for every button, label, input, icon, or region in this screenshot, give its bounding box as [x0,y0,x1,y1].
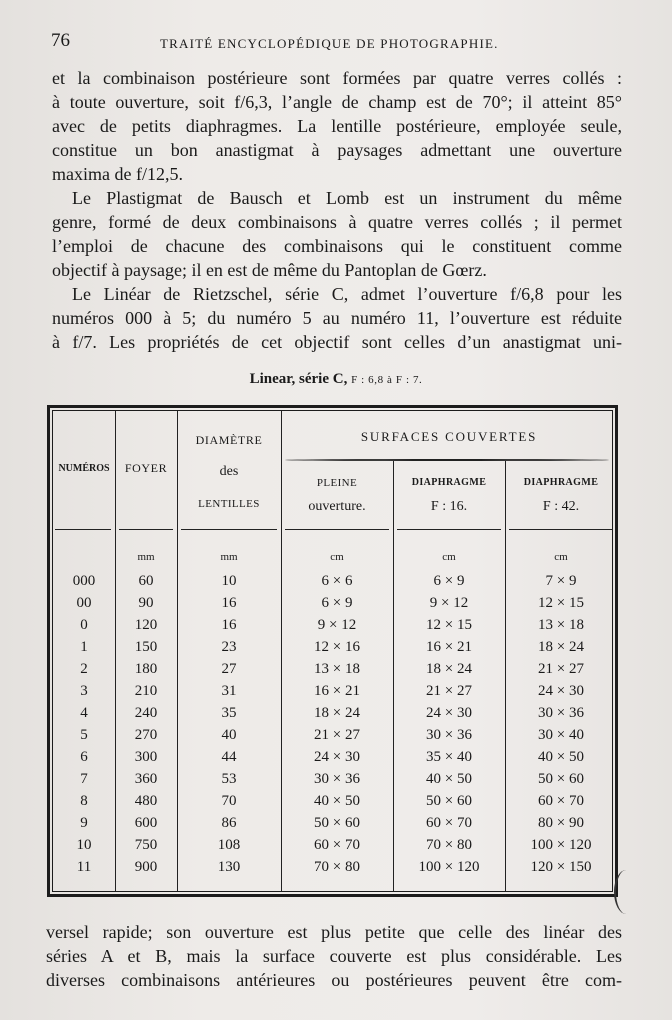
cell-diametre: 70 [221,793,237,809]
cell-f16: 50 × 60 [426,793,472,809]
table-row [53,727,612,749]
cell-f16: 70 × 80 [426,837,472,853]
header-diametre: DIAMÈTRE [195,433,263,447]
header-surfaces: SURFACES COUVERTES [360,429,538,444]
header-foyer: FOYER [124,461,168,475]
cell-pleine: 40 × 50 [314,793,360,809]
cell-diametre: 31 [221,683,237,699]
cell-foyer: 360 [134,771,158,787]
table-caption-title: Linear, série C, [249,371,348,387]
cell-diametre: 108 [217,837,241,853]
cell-pleine: 30 × 36 [314,771,360,787]
cell-numero: 0 [80,617,88,633]
cell-pleine: 13 × 18 [314,661,360,677]
cell-foyer: 750 [134,837,158,853]
header-diametre-des: des [219,464,239,479]
cell-f16: 16 × 21 [426,639,472,655]
cell-numero: 10 [76,837,92,853]
header-aperture-42: F : 42. [542,499,580,514]
header-diaphragme-16: DIAPHRAGME [411,477,487,488]
cell-f16: 9 × 12 [429,595,469,611]
cell-numero: 9 [80,815,88,831]
cell-pleine: 70 × 80 [314,859,360,875]
cell-diametre: 10 [221,573,237,589]
paragraph-2 [52,186,622,282]
table-row [53,859,612,881]
cell-f16: 18 × 24 [426,661,472,677]
unit-diametre: mm [220,551,238,563]
table-row [53,815,612,837]
cell-f42: 80 × 90 [538,815,584,831]
cell-diametre: 16 [221,617,237,633]
paragraph-line: séries A et B, mais la surface couverte est plus considérable. Les [46,946,622,966]
cell-f16: 24 × 30 [426,705,472,721]
paragraph-line: à toute ouverture, soit f/6,3, l’angle de champ est de 70°; il atteint 85° [52,92,622,112]
cell-diametre: 23 [221,639,237,655]
paragraph-line: numéros 000 à 5; du numéro 5 au numéro 11, l’ouverture est réduite [52,308,622,328]
cell-f42: 18 × 24 [538,639,584,655]
cell-diametre: 130 [217,859,241,875]
header-diametre-lentilles: LENTILLES [198,498,260,510]
cell-diametre: 16 [221,595,237,611]
cell-f42: 13 × 18 [538,617,584,633]
cell-diametre: 53 [221,771,237,787]
cell-f16: 21 × 27 [426,683,472,699]
cell-f42: 60 × 70 [538,793,584,809]
cell-numero: 1 [80,639,88,655]
cell-foyer: 150 [134,639,158,655]
cell-foyer: 480 [134,793,158,809]
header-rule [285,529,389,530]
lens-table [47,405,618,897]
header-rule [181,529,277,530]
cell-f42: 30 × 40 [538,727,584,743]
cell-pleine: 50 × 60 [314,815,360,831]
unit-diaph16: cm [442,551,456,563]
cell-f42: 12 × 15 [538,595,584,611]
table-row [53,639,612,661]
paragraph-line: l’emploi de chacune des combinaisons qui le constituent comme [52,236,622,256]
cell-pleine: 18 × 24 [314,705,360,721]
cell-pleine: 24 × 30 [314,749,360,765]
paragraph-line: à f/7. Les propriétés de cet objectif sont celles d’un anastigmat uni- [52,332,622,352]
paragraph-4 [46,920,622,992]
cell-pleine: 9 × 12 [317,617,357,633]
header-numeros: NUMÉROS [58,463,110,474]
cell-foyer: 270 [134,727,158,743]
cell-pleine: 12 × 16 [314,639,360,655]
table-row [53,771,612,793]
table-row [53,573,612,595]
cell-foyer: 600 [134,815,158,831]
paragraph-line: objectif à paysage; il en est de même du Pantoplan de Gœrz. [52,260,487,280]
header-rule [509,529,613,530]
cell-foyer: 900 [134,859,158,875]
cell-numero: 11 [76,859,92,875]
unit-diaph42: cm [554,551,568,563]
page-edge-curl [614,870,638,914]
cell-numero: 00 [76,595,92,611]
cell-diametre: 27 [221,661,237,677]
paragraph-line: avec de petits diaphragmes. La lentille postérieure, employée seule, [52,116,622,136]
paragraph-line: maxima de f/12,5. [52,164,183,184]
cell-f16: 12 × 15 [426,617,472,633]
cell-f16: 60 × 70 [426,815,472,831]
cell-f16: 100 × 120 [418,859,480,875]
paragraph-line: diverses combinaisons antérieures ou postérieures peuvent être com- [46,970,622,990]
header-pleine-ouverture: ouverture. [308,499,366,514]
cell-f16: 6 × 9 [433,573,465,589]
table-row [53,837,612,859]
table-row [53,793,612,815]
page-number: 76 [51,30,70,51]
header-rule [55,529,111,530]
running-head [48,30,623,54]
table-row [53,683,612,705]
cell-foyer: 180 [134,661,158,677]
running-title: TRAITÉ ENCYCLOPÉDIQUE DE PHOTOGRAPHIE. [160,36,499,51]
cell-pleine: 6 × 6 [321,573,353,589]
header-rule [119,529,173,530]
paragraph-3 [52,282,622,354]
cell-f42: 7 × 9 [545,573,577,589]
cell-f16: 35 × 40 [426,749,472,765]
cell-foyer: 210 [134,683,158,699]
table-row [53,749,612,771]
cell-pleine: 16 × 21 [314,683,360,699]
cell-f16: 40 × 50 [426,771,472,787]
header-aperture-16: F : 16. [430,499,468,514]
table-row [53,617,612,639]
cell-numero: 6 [80,749,88,765]
cell-numero: 2 [80,661,88,677]
paragraph-line: Le Plastigmat de Bausch et Lomb est un instrument du même [72,188,622,208]
cell-foyer: 60 [138,573,154,589]
cell-pleine: 21 × 27 [314,727,360,743]
header-diaphragme-42: DIAPHRAGME [523,477,599,488]
cell-numero: 8 [80,793,88,809]
table-row [53,595,612,617]
cell-foyer: 240 [134,705,158,721]
header-rule [397,529,501,530]
cell-f16: 30 × 36 [426,727,472,743]
paragraph-1 [52,66,622,186]
cell-f42: 30 × 36 [538,705,584,721]
cell-numero: 7 [80,771,88,787]
cell-f42: 24 × 30 [538,683,584,699]
cell-f42: 120 × 150 [530,859,592,875]
cell-foyer: 300 [134,749,158,765]
table-caption-aperture: F : 6,8 à F : 7. [351,374,423,386]
cell-pleine: 6 × 9 [321,595,353,611]
paragraph-line: constitue un bon anastigmat à paysages admettant une ouverture [52,140,622,160]
paragraph-line: versel rapide; son ouverture est plus petite que celle des linéar des [46,922,622,942]
cell-f42: 21 × 27 [538,661,584,677]
paragraph-line: et la combinaison postérieure sont formées par quatre verres collés : [52,68,622,88]
cell-numero: 3 [80,683,88,699]
table-caption [0,371,672,388]
cell-diametre: 44 [221,749,237,765]
table-row [53,661,612,683]
cell-pleine: 60 × 70 [314,837,360,853]
paragraph-line: genre, formé de deux combinaisons à quatre verres collés ; il permet [52,212,622,232]
cell-f42: 50 × 60 [538,771,584,787]
cell-f42: 40 × 50 [538,749,584,765]
table-inner-border [52,410,613,892]
cell-foyer: 120 [134,617,158,633]
cell-foyer: 90 [138,595,154,611]
header-pleine: PLEINE [316,477,358,489]
cell-numero: 4 [80,705,88,721]
paragraph-line: Le Linéar de Rietzschel, série C, admet l’ouverture f/6,8 pour les [72,284,622,304]
cell-numero: 5 [80,727,88,743]
unit-foyer: mm [137,551,155,563]
cell-diametre: 40 [221,727,237,743]
surfaces-brace-rule [285,459,609,461]
cell-f42: 100 × 120 [530,837,592,853]
cell-diametre: 86 [221,815,237,831]
cell-numero: 000 [72,573,96,589]
cell-diametre: 35 [221,705,237,721]
unit-pleine: cm [330,551,344,563]
table-row [53,705,612,727]
